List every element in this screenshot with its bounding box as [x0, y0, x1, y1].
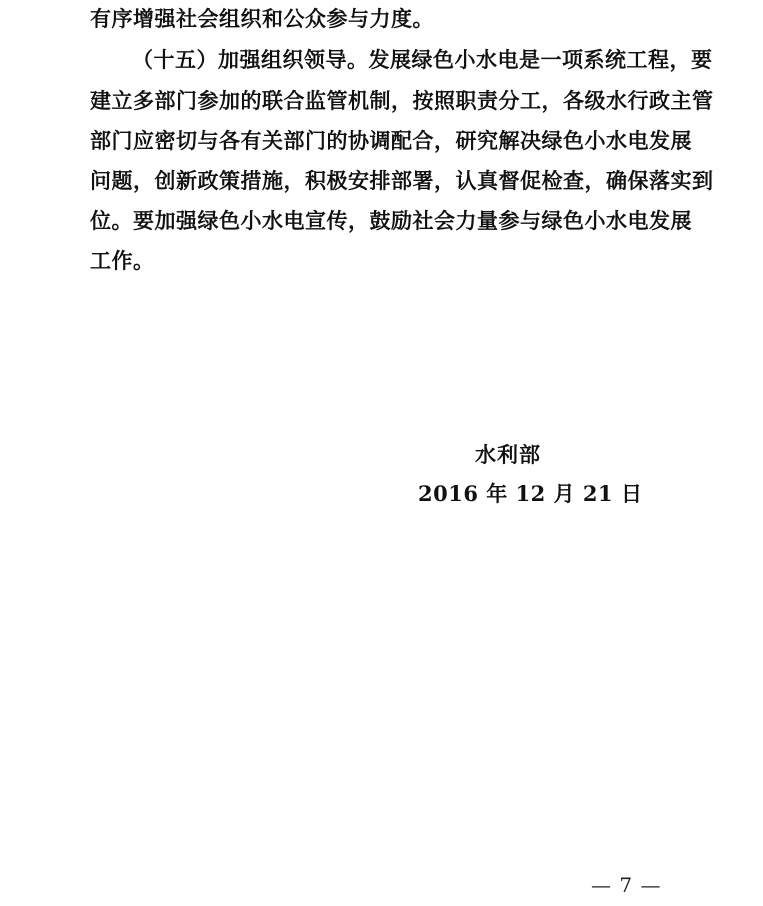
page-number: — 7 — — [591, 873, 662, 897]
issuing-organization: 水利部 — [475, 442, 541, 467]
paragraph-line-7: 工作。 — [90, 248, 155, 273]
paragraph-line-2: （十五）加强组织领导。发展绿色小水电是一项系统工程，要 — [132, 47, 713, 72]
paragraph-line-4: 部门应密切与各有关部门的协调配合，研究解决绿色小水电发展 — [90, 128, 692, 153]
paragraph-line-1: 有序增强社会组织和公众参与力度。 — [90, 6, 434, 31]
issue-date: 2016 年 12 月 21 日 — [418, 481, 643, 506]
paragraph-line-6: 位。要加强绿色小水电宣传，鼓励社会力量参与绿色小水电发展 — [90, 208, 692, 233]
paragraph-line-5: 问题，创新政策措施，积极安排部署，认真督促检查，确保落实到 — [90, 168, 714, 193]
paragraph-line-3: 建立多部门参加的联合监管机制，按照职责分工，各级水行政主管 — [90, 88, 714, 113]
